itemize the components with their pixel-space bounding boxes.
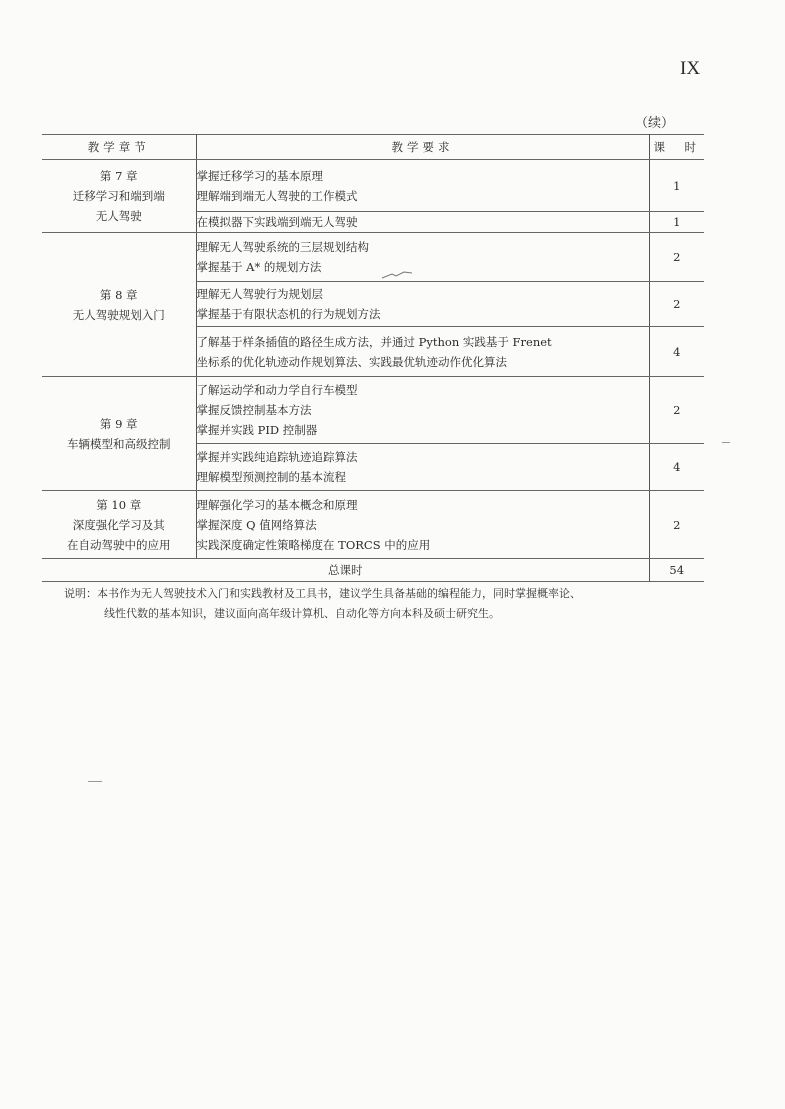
note-line-2: 线性代数的基本知识，建议面向高年级计算机、自动化等方向本科及硕士研究生。	[104, 607, 500, 620]
chapter-8-cell	[42, 233, 196, 377]
requirement-cell	[196, 491, 649, 559]
continued-label: （续）	[635, 116, 675, 131]
chapter-7-title-line2: 无人驾驶	[95, 209, 142, 223]
requirement-line: 理解模型预测控制的基本流程	[196, 470, 346, 484]
header-hours: 课 时	[649, 135, 704, 160]
scan-artifact	[722, 442, 730, 443]
stray-pen-mark	[380, 270, 414, 280]
note-line-1: 说明：本书作为无人驾驶技术入门和实践教材及工具书，建议学生具备基础的编程能力，同时掌握概率论、	[64, 587, 581, 600]
requirement-line: 在模拟器下实践端到端无人驾驶	[196, 215, 358, 229]
chapter-9-cell	[42, 377, 196, 491]
hours-cell: 4	[649, 444, 704, 491]
requirement-line: 理解端到端无人驾驶的工作模式	[196, 188, 358, 203]
requirement-line: 掌握反馈控制基本方法	[196, 403, 312, 417]
chapter-7-number: 第 7 章	[99, 169, 138, 183]
header-requirements: 教学要求	[196, 135, 649, 160]
scan-artifact	[88, 781, 102, 782]
chapter-9-number: 第 9 章	[99, 416, 138, 431]
chapter-10-title-line2: 在自动驾驶中的应用	[67, 537, 171, 552]
total-row	[42, 559, 704, 582]
requirement-line: 理解强化学习的基本概念和原理	[196, 497, 358, 512]
requirement-cell	[196, 282, 649, 327]
requirement-line: 掌握并实践纯追踪轨迹追踪算法	[196, 450, 358, 464]
table-row	[42, 160, 704, 212]
requirement-line: 掌握基于有限状态机的行为规划方法	[196, 307, 381, 321]
requirement-line: 掌握迁移学习的基本原理	[196, 168, 323, 183]
requirement-line: 坐标系的优化轨迹动作规划算法、实践最优轨迹动作优化算法	[196, 354, 507, 369]
hours-cell: 2	[649, 491, 704, 559]
chapter-7-cell	[42, 160, 196, 233]
requirement-cell	[196, 377, 649, 444]
hours-cell: 1	[649, 212, 704, 233]
page-number: IX	[680, 58, 701, 79]
hours-cell: 1	[649, 160, 704, 212]
chapter-8-number: 第 8 章	[99, 287, 138, 302]
hours-cell: 2	[649, 282, 704, 327]
chapter-10-title-line1: 深度强化学习及其	[72, 517, 165, 532]
chapter-8-title: 无人驾驶规划入门	[72, 307, 165, 322]
requirement-cell	[196, 233, 649, 282]
requirement-line: 了解基于样条插值的路径生成方法，并通过 Python 实践基于 Frenet	[196, 334, 552, 349]
requirement-line: 掌握深度 Q 值网络算法	[196, 517, 317, 532]
table-row	[42, 491, 704, 559]
header-row	[42, 135, 704, 160]
requirement-line: 实践深度确定性策略梯度在 TORCS 中的应用	[196, 537, 431, 552]
requirement-line: 掌握基于 A* 的规划方法	[196, 260, 322, 274]
requirement-line: 了解运动学和动力学自行车模型	[196, 383, 358, 397]
requirement-line: 理解无人驾驶系统的三层规划结构	[196, 240, 369, 254]
chapter-10-cell	[42, 491, 196, 559]
requirement-cell	[196, 327, 649, 377]
syllabus-table	[42, 134, 704, 582]
hours-cell: 4	[649, 327, 704, 377]
total-hours: 54	[649, 559, 704, 582]
chapter-10-number: 第 10 章	[96, 497, 142, 512]
table-row	[42, 233, 704, 282]
chapter-7-title-line1: 迁移学习和端到端	[72, 189, 165, 203]
requirement-cell	[196, 212, 649, 233]
requirement-cell	[196, 160, 649, 212]
requirement-cell	[196, 444, 649, 491]
hours-cell: 2	[649, 233, 704, 282]
hours-cell: 2	[649, 377, 704, 444]
header-chapter: 教学章节	[42, 135, 196, 160]
note-paragraph	[64, 584, 724, 624]
requirement-line: 掌握并实践 PID 控制器	[196, 423, 318, 437]
table-row	[42, 377, 704, 444]
requirement-line: 理解无人驾驶行为规划层	[196, 287, 323, 301]
chapter-9-title: 车辆模型和高级控制	[67, 436, 171, 451]
total-label: 总课时	[42, 559, 649, 582]
